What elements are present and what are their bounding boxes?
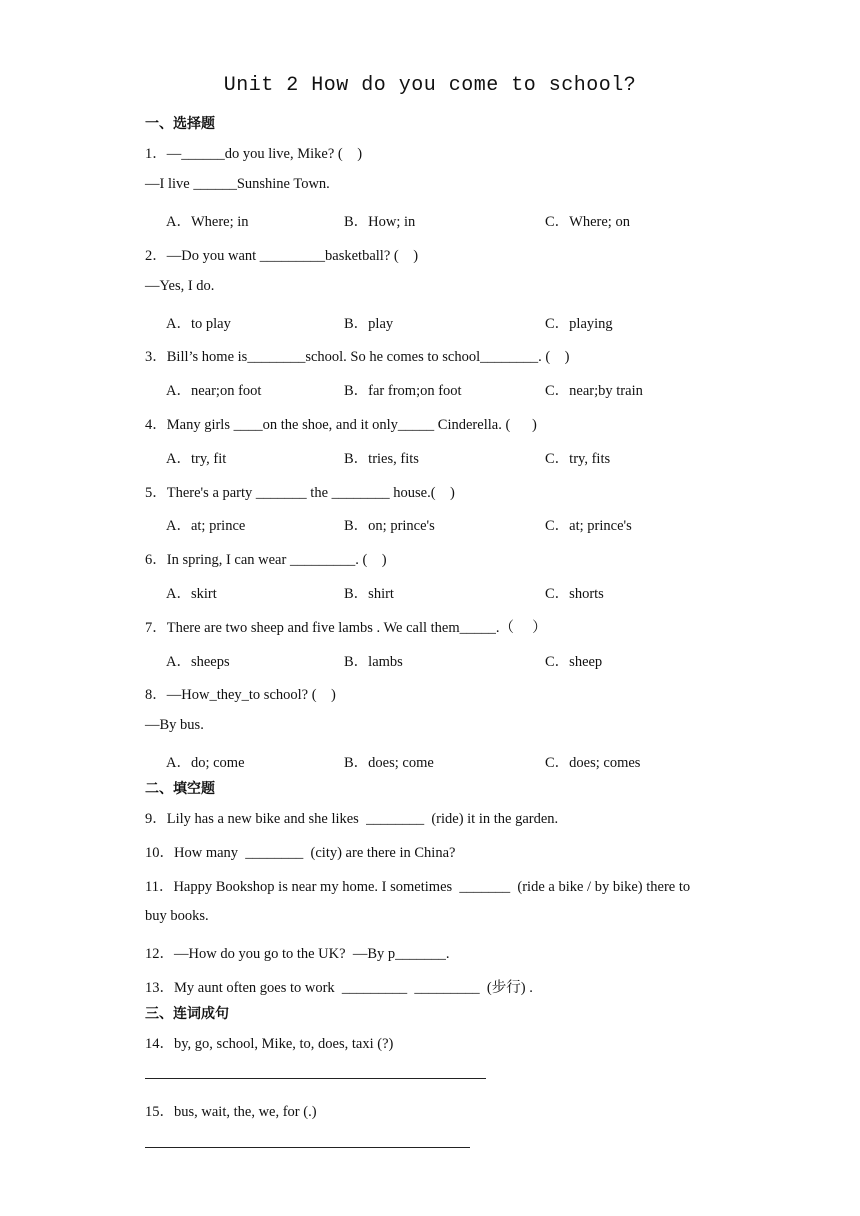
question-2-stem: 2．—Do you want _________basketball? ( ) xyxy=(145,248,419,264)
question-2-response: —Yes, I do. xyxy=(145,278,215,294)
question-1-options xyxy=(0,210,860,230)
question-9: 9．Lily has a new bike and she likes ________ (ride) it in the garden. xyxy=(145,811,559,827)
question-7-stem: 7．There are two sheep and five lambs . We call them_____.（ ） xyxy=(145,620,547,636)
question-3-options xyxy=(0,379,860,399)
question-4-options xyxy=(0,447,860,467)
question-5-option-a: A．at; prince xyxy=(166,518,246,534)
question-2-option-a: A．to play xyxy=(166,316,231,332)
question-7-option-a: A．sheeps xyxy=(166,654,230,670)
question-6-stem: 6．In spring, I can wear _________. ( ) xyxy=(145,552,387,568)
question-1-option-a: A．Where; in xyxy=(166,214,249,230)
question-8-option-a: A．do; come xyxy=(166,755,245,771)
section-heading-word-order: 三、连词成句 xyxy=(145,1006,229,1022)
question-4-option-b: B．tries, fits xyxy=(344,451,419,467)
question-1-response: —I live ______Sunshine Town. xyxy=(145,176,330,192)
question-7-option-c: C．sheep xyxy=(545,654,603,670)
question-6-options xyxy=(0,582,860,602)
question-3-option-c: C．near;by train xyxy=(545,383,643,399)
question-1-option-c: C．Where; on xyxy=(545,214,630,230)
question-8-response: —By bus. xyxy=(145,717,204,733)
question-8-option-b: B．does; come xyxy=(344,755,434,771)
question-5-stem: 5．There's a party _______ the ________ house.( ) xyxy=(145,485,455,501)
question-8-stem: 8．—How_they_to school? ( ) xyxy=(145,687,336,703)
question-2-option-b: B．play xyxy=(344,316,394,332)
question-12: 12．—How do you go to the UK? —By p_______. xyxy=(145,946,450,962)
question-8-options xyxy=(0,751,860,771)
question-5-options xyxy=(0,514,860,534)
question-3-stem: 3．Bill’s home is________school. So he comes to school________. ( ) xyxy=(145,349,570,365)
question-3-option-b: B．far from;on foot xyxy=(344,383,462,399)
question-14-answer-line[interactable] xyxy=(145,1078,486,1079)
question-11-line-2: buy books. xyxy=(145,908,209,924)
question-8-option-c: C．does; comes xyxy=(545,755,641,771)
question-1-option-b: B．How; in xyxy=(344,214,416,230)
question-15-answer-line[interactable] xyxy=(145,1147,470,1148)
question-5-option-b: B．on; prince's xyxy=(344,518,435,534)
section-heading-choice: 一、选择题 xyxy=(145,116,215,132)
question-4-option-c: C．try, fits xyxy=(545,451,611,467)
question-5-option-c: C．at; prince's xyxy=(545,518,632,534)
question-15: 15．bus, wait, the, we, for (.) xyxy=(145,1104,317,1120)
question-7-option-b: B．lambs xyxy=(344,654,403,670)
question-4-option-a: A．try, fit xyxy=(166,451,227,467)
question-13: 13．My aunt often goes to work _________ _________ (步行) . xyxy=(145,980,533,996)
question-14: 14．by, go, school, Mike, to, does, taxi (?) xyxy=(145,1036,394,1052)
page-title: Unit 2 How do you come to school? xyxy=(223,74,637,97)
question-1-stem: 1．—______do you live, Mike? ( ) xyxy=(145,146,363,162)
question-6-option-b: B．shirt xyxy=(344,586,394,602)
question-10: 10．How many ________ (city) are there in China? xyxy=(145,845,456,861)
section-heading-fill-blank: 二、填空题 xyxy=(145,781,215,797)
question-11-line-1: 11．Happy Bookshop is near my home. I sometimes _______ (ride a bike / by bike) there to xyxy=(145,879,691,895)
question-6-option-a: A．skirt xyxy=(166,586,217,602)
question-2-options xyxy=(0,312,860,332)
question-4-stem: 4．Many girls ____on the shoe, and it only_____ Cinderella. ( ) xyxy=(145,417,537,433)
question-6-option-c: C．shorts xyxy=(545,586,604,602)
question-7-options xyxy=(0,650,860,670)
question-2-option-c: C．playing xyxy=(545,316,613,332)
question-3-option-a: A．near;on foot xyxy=(166,383,262,399)
